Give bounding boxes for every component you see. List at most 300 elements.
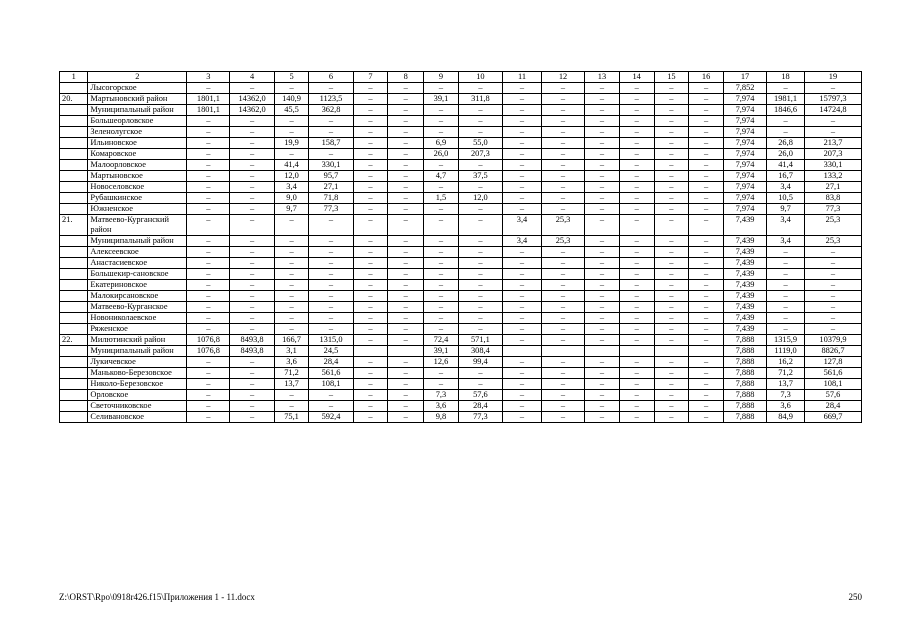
row-number-cell <box>60 105 88 116</box>
value-cell: 7,439 <box>723 291 766 302</box>
value-cell: – <box>353 390 388 401</box>
value-cell: – <box>804 258 861 269</box>
header-cell: 13 <box>585 72 620 83</box>
table-row <box>60 215 862 236</box>
value-cell: – <box>187 236 230 247</box>
value-cell: – <box>619 182 654 193</box>
value-cell: 16,7 <box>767 171 805 182</box>
header-cell: 1 <box>60 72 88 83</box>
value-cell: – <box>585 324 620 335</box>
value-cell: – <box>187 215 230 236</box>
value-cell: – <box>541 258 584 269</box>
value-cell: 7,888 <box>723 346 766 357</box>
value-cell: 166,7 <box>274 335 309 346</box>
value-cell: – <box>458 258 502 269</box>
value-cell: – <box>187 182 230 193</box>
value-cell: 1076,8 <box>187 346 230 357</box>
value-cell <box>689 346 724 357</box>
value-cell: 26,0 <box>767 149 805 160</box>
value-cell: – <box>585 335 620 346</box>
value-cell: 7,3 <box>767 390 805 401</box>
value-cell: 45,5 <box>274 105 309 116</box>
value-cell: – <box>654 291 689 302</box>
value-cell: – <box>458 368 502 379</box>
value-cell: – <box>353 335 388 346</box>
value-cell: 7,974 <box>723 127 766 138</box>
value-cell: – <box>654 215 689 236</box>
value-cell <box>503 346 542 357</box>
value-cell: – <box>689 171 724 182</box>
value-cell: – <box>541 94 584 105</box>
value-cell: – <box>230 182 274 193</box>
value-cell: – <box>689 247 724 258</box>
value-cell: – <box>804 280 861 291</box>
value-cell: – <box>619 138 654 149</box>
value-cell: – <box>619 127 654 138</box>
value-cell: – <box>767 127 805 138</box>
value-cell: – <box>353 324 388 335</box>
value-cell: – <box>424 247 459 258</box>
value-cell: – <box>619 324 654 335</box>
value-cell: – <box>619 368 654 379</box>
territory-name-cell: Анастасиевское <box>88 258 187 269</box>
value-cell: – <box>424 302 459 313</box>
value-cell: 3,4 <box>767 236 805 247</box>
value-cell: – <box>585 193 620 204</box>
value-cell: – <box>187 193 230 204</box>
value-cell: 12,0 <box>274 171 309 182</box>
value-cell: 571,1 <box>458 335 502 346</box>
value-cell: – <box>388 127 424 138</box>
value-cell: – <box>689 324 724 335</box>
value-cell: – <box>274 313 309 324</box>
value-cell: – <box>309 269 353 280</box>
row-number-cell <box>60 193 88 204</box>
table-row <box>60 258 862 269</box>
value-cell: 7,974 <box>723 182 766 193</box>
header-cell: 16 <box>689 72 724 83</box>
value-cell: – <box>689 193 724 204</box>
value-cell: – <box>309 302 353 313</box>
value-cell: – <box>274 236 309 247</box>
value-cell: – <box>585 149 620 160</box>
value-cell: – <box>654 258 689 269</box>
table-row <box>60 379 862 390</box>
value-cell: – <box>585 313 620 324</box>
value-cell: – <box>187 160 230 171</box>
value-cell: – <box>503 390 542 401</box>
value-cell: – <box>424 105 459 116</box>
value-cell: – <box>309 291 353 302</box>
territory-name-cell: Матвеево-Курганский район <box>88 215 187 236</box>
header-cell: 8 <box>388 72 424 83</box>
value-cell: – <box>541 357 584 368</box>
value-cell: 19,9 <box>274 138 309 149</box>
value-cell: – <box>541 247 584 258</box>
value-cell: – <box>503 127 542 138</box>
header-cell: 9 <box>424 72 459 83</box>
value-cell: – <box>654 357 689 368</box>
value-cell: 77,3 <box>458 412 502 423</box>
value-cell: – <box>654 127 689 138</box>
header-cell: 14 <box>619 72 654 83</box>
value-cell: 7,439 <box>723 324 766 335</box>
territory-name-cell: Муниципальный район <box>88 105 187 116</box>
value-cell: 7,439 <box>723 269 766 280</box>
value-cell: – <box>309 390 353 401</box>
value-cell: – <box>309 149 353 160</box>
value-cell: 77,3 <box>804 204 861 215</box>
header-cell: 6 <box>309 72 353 83</box>
value-cell: 1846,6 <box>767 105 805 116</box>
value-cell: – <box>388 291 424 302</box>
value-cell: – <box>804 313 861 324</box>
value-cell: – <box>274 291 309 302</box>
row-number-cell <box>60 127 88 138</box>
value-cell: – <box>230 247 274 258</box>
value-cell: 25,3 <box>541 236 584 247</box>
table-row <box>60 390 862 401</box>
value-cell: 1315,9 <box>767 335 805 346</box>
value-cell <box>619 346 654 357</box>
value-cell: – <box>187 269 230 280</box>
value-cell: – <box>309 258 353 269</box>
value-cell: – <box>230 280 274 291</box>
value-cell: – <box>689 412 724 423</box>
value-cell: – <box>353 368 388 379</box>
value-cell: – <box>230 193 274 204</box>
value-cell: – <box>388 182 424 193</box>
value-cell: – <box>274 149 309 160</box>
value-cell: 1,5 <box>424 193 459 204</box>
value-cell: – <box>353 204 388 215</box>
value-cell: – <box>585 401 620 412</box>
value-cell: – <box>230 269 274 280</box>
value-cell: 99,4 <box>458 357 502 368</box>
value-cell: – <box>274 401 309 412</box>
value-cell <box>654 346 689 357</box>
value-cell: – <box>689 357 724 368</box>
value-cell: – <box>353 215 388 236</box>
value-cell: – <box>767 324 805 335</box>
row-number-cell <box>60 83 88 94</box>
territory-name-cell: Новониколаевское <box>88 313 187 324</box>
value-cell: 7,974 <box>723 94 766 105</box>
value-cell: – <box>654 302 689 313</box>
value-cell: 127,8 <box>804 357 861 368</box>
row-number-cell <box>60 182 88 193</box>
value-cell: 362,8 <box>309 105 353 116</box>
value-cell: – <box>585 269 620 280</box>
row-number-cell <box>60 258 88 269</box>
value-cell: – <box>424 280 459 291</box>
value-cell: – <box>353 379 388 390</box>
value-cell: 9,8 <box>424 412 459 423</box>
value-cell: – <box>274 116 309 127</box>
value-cell: – <box>503 160 542 171</box>
value-cell: 25,3 <box>541 215 584 236</box>
value-cell: – <box>230 412 274 423</box>
table-row <box>60 280 862 291</box>
value-cell: – <box>585 379 620 390</box>
value-cell: – <box>388 171 424 182</box>
value-cell: – <box>503 83 542 94</box>
value-cell: 7,439 <box>723 313 766 324</box>
value-cell: – <box>458 379 502 390</box>
value-cell: 14724,8 <box>804 105 861 116</box>
value-cell: – <box>585 236 620 247</box>
table-header-row <box>60 72 862 83</box>
value-cell: – <box>804 269 861 280</box>
value-cell: 330,1 <box>804 160 861 171</box>
value-cell: – <box>654 324 689 335</box>
value-cell: – <box>541 171 584 182</box>
value-cell: – <box>503 269 542 280</box>
value-cell: – <box>309 247 353 258</box>
value-cell: – <box>388 390 424 401</box>
value-cell: – <box>541 193 584 204</box>
value-cell: – <box>187 138 230 149</box>
value-cell: – <box>187 379 230 390</box>
value-cell: – <box>585 127 620 138</box>
value-cell: – <box>274 280 309 291</box>
value-cell: – <box>309 324 353 335</box>
value-cell: – <box>689 215 724 236</box>
header-cell: 5 <box>274 72 309 83</box>
value-cell: – <box>274 324 309 335</box>
territory-name-cell: Мартыновский район <box>88 94 187 105</box>
value-cell: 10379,9 <box>804 335 861 346</box>
value-cell: – <box>424 127 459 138</box>
value-cell: – <box>388 83 424 94</box>
value-cell: – <box>541 302 584 313</box>
value-cell: 213,7 <box>804 138 861 149</box>
value-cell: – <box>388 269 424 280</box>
row-number-cell <box>60 138 88 149</box>
value-cell: – <box>458 302 502 313</box>
value-cell: – <box>230 204 274 215</box>
value-cell: 140,9 <box>274 94 309 105</box>
value-cell: – <box>230 324 274 335</box>
value-cell: – <box>388 193 424 204</box>
value-cell: – <box>585 94 620 105</box>
value-cell: – <box>424 215 459 236</box>
value-cell: – <box>458 280 502 291</box>
row-number-cell <box>60 324 88 335</box>
value-cell: – <box>274 302 309 313</box>
value-cell: 308,4 <box>458 346 502 357</box>
value-cell: 28,4 <box>458 401 502 412</box>
value-cell: – <box>654 412 689 423</box>
value-cell: – <box>503 171 542 182</box>
header-cell: 11 <box>503 72 542 83</box>
territory-name-cell: Маньково-Березовское <box>88 368 187 379</box>
value-cell: – <box>804 247 861 258</box>
value-cell: – <box>503 357 542 368</box>
value-cell: – <box>309 127 353 138</box>
value-cell: – <box>388 324 424 335</box>
value-cell: 561,6 <box>804 368 861 379</box>
value-cell: – <box>503 149 542 160</box>
value-cell: – <box>187 149 230 160</box>
value-cell: – <box>353 258 388 269</box>
value-cell: – <box>309 236 353 247</box>
territory-name-cell: Комаровское <box>88 149 187 160</box>
value-cell: – <box>541 105 584 116</box>
table-row <box>60 269 862 280</box>
value-cell: – <box>689 302 724 313</box>
value-cell: 3,4 <box>503 215 542 236</box>
value-cell: – <box>458 127 502 138</box>
row-number-cell <box>60 171 88 182</box>
table-row <box>60 127 862 138</box>
value-cell: – <box>353 105 388 116</box>
value-cell: – <box>619 335 654 346</box>
value-cell: – <box>424 324 459 335</box>
territory-name-cell: Малокирсановское <box>88 291 187 302</box>
territory-name-cell: Ильиновское <box>88 138 187 149</box>
value-cell: – <box>619 149 654 160</box>
value-cell: – <box>353 182 388 193</box>
territory-name-cell: Селивановское <box>88 412 187 423</box>
value-cell: – <box>689 291 724 302</box>
value-cell: – <box>619 193 654 204</box>
value-cell: – <box>230 302 274 313</box>
value-cell: – <box>585 204 620 215</box>
value-cell: 71,2 <box>767 368 805 379</box>
value-cell: – <box>619 215 654 236</box>
value-cell: 8493,8 <box>230 335 274 346</box>
value-cell: – <box>424 269 459 280</box>
value-cell: – <box>230 291 274 302</box>
value-cell: 1119,0 <box>767 346 805 357</box>
value-cell: – <box>388 138 424 149</box>
value-cell: 3,4 <box>274 182 309 193</box>
value-cell: – <box>458 83 502 94</box>
table-row <box>60 204 862 215</box>
value-cell: 3,6 <box>767 401 805 412</box>
value-cell: – <box>353 127 388 138</box>
value-cell: – <box>503 291 542 302</box>
value-cell: – <box>541 138 584 149</box>
value-cell: – <box>230 401 274 412</box>
value-cell: – <box>187 280 230 291</box>
value-cell: 71,8 <box>309 193 353 204</box>
value-cell: – <box>353 160 388 171</box>
value-cell: – <box>619 412 654 423</box>
header-cell: 7 <box>353 72 388 83</box>
table-body <box>60 72 862 423</box>
value-cell: – <box>353 401 388 412</box>
value-cell: – <box>187 291 230 302</box>
value-cell: – <box>230 83 274 94</box>
value-cell: – <box>309 215 353 236</box>
value-cell: 7,974 <box>723 193 766 204</box>
value-cell: 7,439 <box>723 302 766 313</box>
value-cell: – <box>458 247 502 258</box>
value-cell: 311,8 <box>458 94 502 105</box>
territory-name-cell: Лукичевское <box>88 357 187 368</box>
table-row <box>60 346 862 357</box>
value-cell: – <box>503 335 542 346</box>
value-cell: – <box>767 258 805 269</box>
value-cell: – <box>458 236 502 247</box>
value-cell: – <box>689 160 724 171</box>
value-cell: – <box>503 94 542 105</box>
value-cell: – <box>274 83 309 94</box>
header-cell: 12 <box>541 72 584 83</box>
value-cell: – <box>187 247 230 258</box>
value-cell: – <box>654 236 689 247</box>
value-cell: – <box>689 83 724 94</box>
value-cell: 37,5 <box>458 171 502 182</box>
header-cell: 18 <box>767 72 805 83</box>
value-cell: – <box>503 324 542 335</box>
value-cell: – <box>767 280 805 291</box>
territory-name-cell: Муниципальный район <box>88 236 187 247</box>
value-cell: 7,888 <box>723 412 766 423</box>
value-cell: – <box>458 182 502 193</box>
row-number-cell: 20. <box>60 94 88 105</box>
value-cell: – <box>541 291 584 302</box>
table-row <box>60 83 862 94</box>
value-cell: – <box>424 160 459 171</box>
value-cell: – <box>230 236 274 247</box>
value-cell: 95,7 <box>309 171 353 182</box>
value-cell: – <box>541 379 584 390</box>
value-cell: – <box>541 324 584 335</box>
value-cell: 7,974 <box>723 105 766 116</box>
value-cell: 83,8 <box>804 193 861 204</box>
value-cell: – <box>767 83 805 94</box>
table-row <box>60 116 862 127</box>
territory-name-cell: Зеленолугское <box>88 127 187 138</box>
value-cell: – <box>230 215 274 236</box>
territory-name-cell: Мартыновское <box>88 171 187 182</box>
value-cell: 7,439 <box>723 247 766 258</box>
value-cell: 3,6 <box>424 401 459 412</box>
value-cell: – <box>689 94 724 105</box>
value-cell: – <box>654 204 689 215</box>
territory-name-cell: Малоорловское <box>88 160 187 171</box>
value-cell: – <box>689 258 724 269</box>
value-cell: – <box>689 401 724 412</box>
value-cell: 13,7 <box>274 379 309 390</box>
value-cell: – <box>424 182 459 193</box>
value-cell: – <box>654 83 689 94</box>
value-cell: – <box>353 291 388 302</box>
territory-name-cell: Новоселовское <box>88 182 187 193</box>
value-cell: – <box>619 258 654 269</box>
table-row <box>60 94 862 105</box>
territory-name-cell: Екатериновское <box>88 280 187 291</box>
value-cell: – <box>503 412 542 423</box>
value-cell: – <box>424 236 459 247</box>
value-cell: – <box>585 83 620 94</box>
value-cell: – <box>353 138 388 149</box>
value-cell: – <box>230 390 274 401</box>
value-cell: 9,7 <box>274 204 309 215</box>
row-number-cell <box>60 149 88 160</box>
value-cell: 9,7 <box>767 204 805 215</box>
value-cell: 7,974 <box>723 160 766 171</box>
value-cell: – <box>503 116 542 127</box>
header-cell: 3 <box>187 72 230 83</box>
value-cell: – <box>767 302 805 313</box>
value-cell: – <box>503 258 542 269</box>
value-cell: – <box>388 149 424 160</box>
value-cell: – <box>585 138 620 149</box>
